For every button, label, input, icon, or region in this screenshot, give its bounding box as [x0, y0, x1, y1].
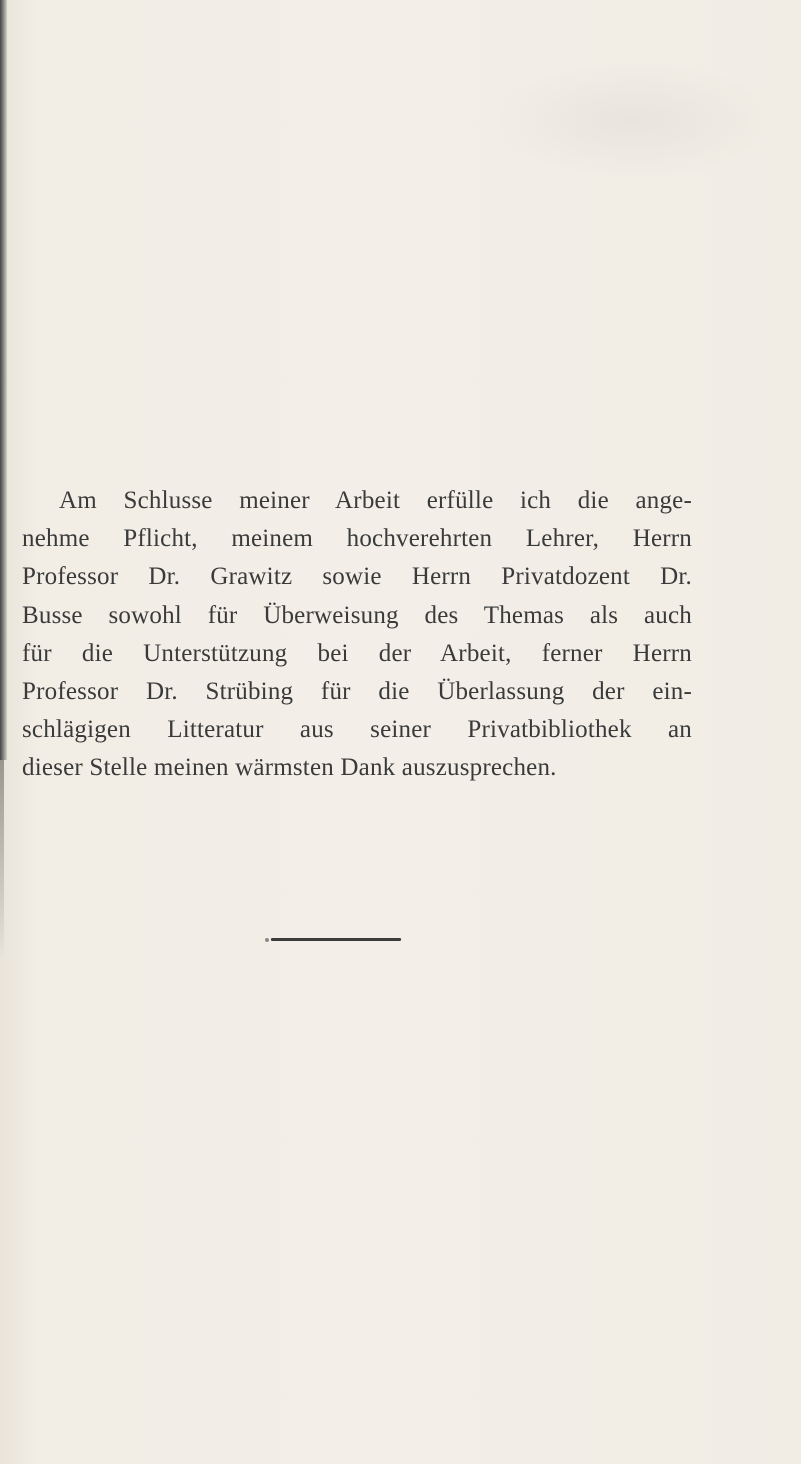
- page-binding-shadow: [0, 760, 4, 960]
- paragraph-line: schlägigen Litteratur aus seiner Privatbibliothek an: [22, 716, 692, 744]
- paragraph-line: Busse sowohl für Überweisung des Themas als auch: [22, 601, 692, 629]
- paragraph-line: für die Unterstützung bei der Arbeit, ferner Herrn: [22, 639, 692, 667]
- show-through-smudge: [480, 60, 780, 180]
- paragraph-line: Professor Dr. Grawitz sowie Herrn Privatdozent Dr.: [22, 563, 692, 591]
- paragraph-line: nehme Pflicht, meinem hochverehrten Lehrer, Herrn: [22, 525, 692, 553]
- paragraph-line: Professor Dr. Strübing für die Überlassung der ein-: [22, 677, 692, 705]
- paragraph-line: Am Schlusse meiner Arbeit erfülle ich die ange-: [59, 487, 692, 514]
- acknowledgement-paragraph: [22, 482, 692, 788]
- closing-rule: [271, 938, 401, 941]
- paragraph-line: dieser Stelle meinen wärmsten Dank auszusprechen.: [22, 754, 557, 782]
- ink-speck: [265, 938, 269, 942]
- page-binding-edge: [0, 0, 7, 760]
